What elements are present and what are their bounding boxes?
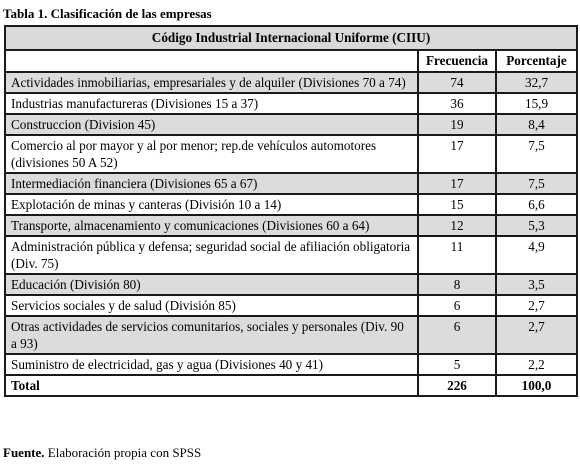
total-porcentaje: 100,0	[496, 375, 577, 396]
table-title: Código Industrial Internacional Uniforme (CIIU)	[5, 26, 577, 50]
row-frecuencia: 19	[418, 114, 496, 135]
row-frecuencia: 74	[418, 72, 496, 93]
row-frecuencia: 8	[418, 274, 496, 295]
row-label: Actividades inmobiliarias, empresariales y de alquiler (Divisiones 70 a 74)	[5, 72, 418, 93]
table-row	[5, 194, 577, 215]
row-porcentaje: 2,7	[496, 295, 577, 316]
total-frecuencia: 226	[418, 375, 496, 396]
row-label: Servicios sociales y de salud (División 85)	[5, 295, 418, 316]
row-frecuencia: 6	[418, 295, 496, 316]
row-frecuencia: 36	[418, 93, 496, 114]
row-label: Industrias manufactureras (Divisiones 15 a 37)	[5, 93, 418, 114]
table-header-row	[5, 50, 577, 72]
row-label: Construccion (Division 45)	[5, 114, 418, 135]
row-frecuencia: 6	[418, 316, 496, 354]
table-row	[5, 316, 577, 354]
row-frecuencia: 11	[418, 236, 496, 274]
header-blank-cell	[5, 50, 418, 72]
table-caption: Tabla 1. Clasificación de las empresas	[3, 6, 212, 21]
row-porcentaje: 5,3	[496, 215, 577, 236]
table-title-row	[5, 26, 577, 50]
row-frecuencia: 12	[418, 215, 496, 236]
row-label: Intermediación financiera (Divisiones 65 a 67)	[5, 173, 418, 194]
row-porcentaje: 8,4	[496, 114, 577, 135]
row-label: Transporte, almacenamiento y comunicaciones (Divisiones 60 a 64)	[5, 215, 418, 236]
row-porcentaje: 2,2	[496, 354, 577, 375]
classification-table	[4, 25, 578, 397]
table-row	[5, 274, 577, 295]
table-row	[5, 236, 577, 274]
row-label: Suministro de electricidad, gas y agua (Divisiones 40 y 41)	[5, 354, 418, 375]
table-row	[5, 354, 577, 375]
row-porcentaje: 2,7	[496, 316, 577, 354]
table-row	[5, 215, 577, 236]
table-row	[5, 295, 577, 316]
row-porcentaje: 32,7	[496, 72, 577, 93]
row-label: Administración pública y defensa; seguridad social de afiliación obligatoria (Div. 75)	[5, 236, 418, 274]
table-row	[5, 93, 577, 114]
row-label: Otras actividades de servicios comunitarios, sociales y personales (Div. 90 a 93)	[5, 316, 418, 354]
row-frecuencia: 5	[418, 354, 496, 375]
table-row	[5, 135, 577, 173]
total-row	[5, 375, 577, 396]
source-note	[3, 445, 201, 461]
header-porcentaje: Porcentaje	[496, 50, 577, 72]
row-porcentaje: 4,9	[496, 236, 577, 274]
total-label: Total	[5, 375, 418, 396]
row-label: Explotación de minas y canteras (División 10 a 14)	[5, 194, 418, 215]
row-frecuencia: 17	[418, 135, 496, 173]
row-porcentaje: 6,6	[496, 194, 577, 215]
row-frecuencia: 15	[418, 194, 496, 215]
row-porcentaje: 7,5	[496, 135, 577, 173]
row-label: Comercio al por mayor y al por menor; rep.de vehículos automotores (divisiones 50 A 52)	[5, 135, 418, 173]
source-text: Elaboración propia con SPSS	[44, 445, 202, 460]
row-porcentaje: 15,9	[496, 93, 577, 114]
row-label: Educación (División 80)	[5, 274, 418, 295]
row-porcentaje: 7,5	[496, 173, 577, 194]
row-porcentaje: 3,5	[496, 274, 577, 295]
row-frecuencia: 17	[418, 173, 496, 194]
header-frecuencia: Frecuencia	[418, 50, 496, 72]
table-row	[5, 173, 577, 194]
table-row	[5, 114, 577, 135]
table-row	[5, 72, 577, 93]
source-label: Fuente.	[3, 445, 45, 460]
